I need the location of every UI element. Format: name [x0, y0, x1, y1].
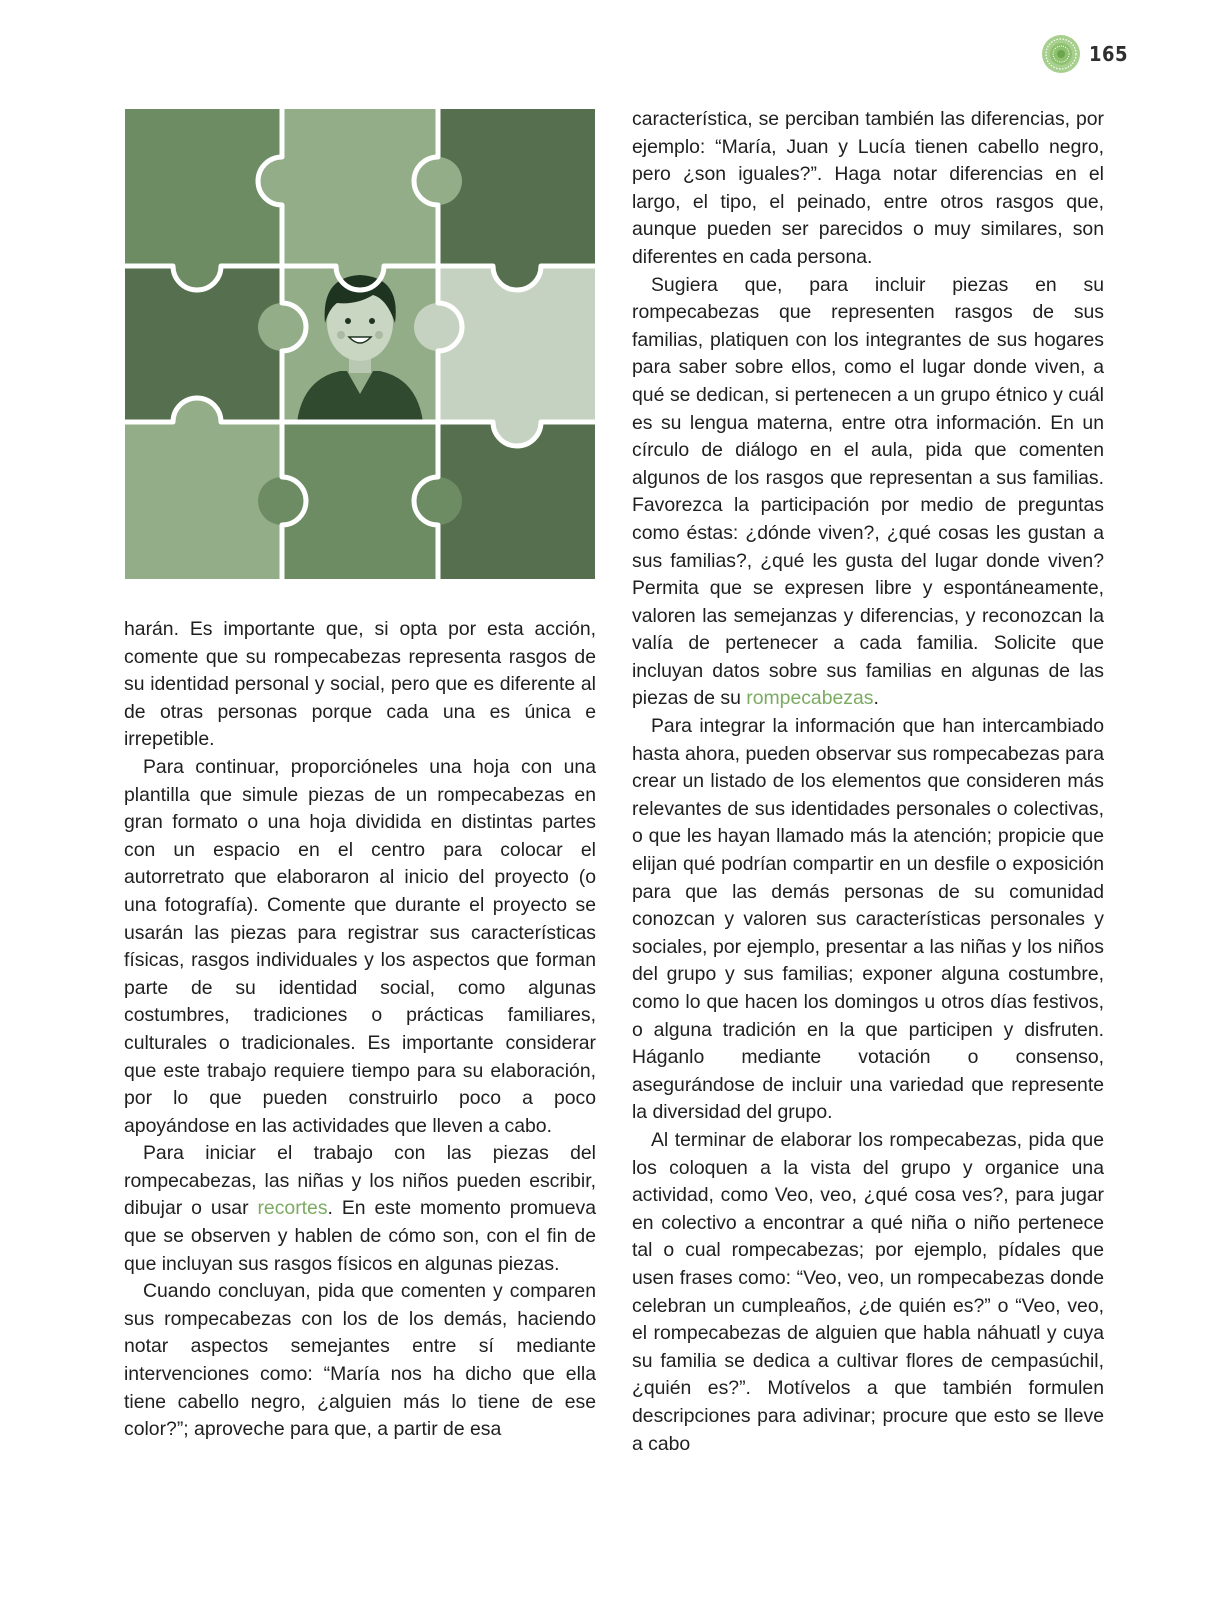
paragraph: característica, se perciban también las diferencias, por ejemplo: “María, Juan y Lucía tienen cabello negro, pero ¿son iguales?”. Haga notar diferencias en el largo, el tipo, el peinado, entre otros rasgos que, aunque pueden ser parecidos o muy similares, son diferentes en cada persona. [632, 108, 1104, 268]
page-header [1041, 34, 1128, 74]
paragraph: Para integrar la información que han intercambiado hasta ahora, pueden observar sus rompecabezas para crear un listado de los elementos que consideren más relevantes de sus identidades personales o colectivas, o que les hayan llamado más la atención; propicie que elijan qué podrían compartir en un desfile o exposición para que las demás personas de su comunidad conozcan y valoren sus características personales y sociales, por ejemplo, presentar a las niñas y los niños del grupo y sus familias; exponer alguna costumbre, como lo que hacen los domingos u otros días festivos, o alguna tradición en la que participen y disfruten. Háganlo mediante votación o consenso, asegurándose de incluir una variedad que represente la diversidad del grupo. [632, 715, 1104, 1124]
right-text-column [632, 106, 1104, 1458]
puzzle-portrait-illustration [125, 109, 595, 579]
sun-rosette-emblem-icon [1041, 34, 1081, 74]
recortes-link[interactable]: recortes [257, 1197, 328, 1220]
paragraph: harán. Es importante que, si opta por esta acción, comente que su rompecabezas representa rasgos de su identidad personal y social, pero que es diferente al de otras personas porque cada una es única e irrepetible. [124, 618, 596, 751]
left-text-column [124, 616, 596, 1444]
paragraph: Para continuar, proporcióneles una hoja con una plantilla que simule piezas de un rompecabezas en gran formato o una hoja dividida en distintas partes con un espacio en el centro para colocar el autorretrato que elaboraron al inicio del proyecto (o una fotografía). Comente que durante el proyecto se usarán las piezas para registrar sus características físicas, rasgos individuales y los aspectos que forman parte de su identidad social, como algunas costumbres, tradiciones o prácticas familiares, culturales o tradicionales. Es importante considerar que este trabajo requiere tiempo para su elaboración, por lo que pueden construirlo poco a poco apoyándose en las actividades que lleven a cabo. [124, 755, 596, 1137]
paragraph: Al terminar de elaborar los rompecabezas, pida que los coloquen a la vista del grupo y organice una actividad, como Veo, veo, ¿qué cosa ves?, para jugar en colectivo a encontrar a qué niña o niño pertenece tal o cual rompecabezas; por ejemplo, pídales que usen frases como: “Veo, veo, un rompecabezas donde celebran un cumpleaños, ¿de quién es?” o “Veo, veo, el rompecabezas de alguien que habla náhuatl y cuya su familia se dedica a cultivar flores de cempasúchil, ¿quién es?”. Motívelos a que también formulen descripciones para adivinar; procure que esto se lleve a cabo [632, 1128, 1104, 1455]
paragraph [632, 272, 1104, 714]
paragraph-text: . [873, 687, 879, 710]
puzzle-illustration-svg [125, 109, 595, 579]
paragraph: Cuando concluyan, pida que comenten y comparen sus rompecabezas con los de los demás, haciendo notar aspectos semejantes entre sí mediante intervenciones como: “María nos ha dicho que ella tiene cabello negro, ¿alguien más lo tiene de ese color?”; aproveche para que, a partir de esa [124, 1280, 596, 1441]
paragraph [124, 1140, 596, 1278]
page-number: 165 [1088, 42, 1128, 66]
paragraph-text: . En este momento promueva que se observen y hablen de cómo son, con el fin de que incluyan sus rasgos físicos en algunas piezas. [124, 1197, 596, 1275]
paragraph-text: Sugiera que, para incluir piezas en su rompecabezas que representen rasgos de sus familias, platiquen con los integrantes de sus hogares para saber sobre ellos, como el lugar donde viven, a qué se dedican, si pertenecen a un grupo étnico y cuál es su lengua materna, entre otra información. En un círculo de diálogo en el aula, pida que comenten algunos de los rasgos que representan a sus familias. Favorezca la participación por medio de preguntas como éstas: ¿dónde viven?, ¿qué cosas les gustan a sus familias?, ¿qué les gusta del lugar donde viven? Permita que se expresen libre y espontáneamente, valoren las semejanzas y diferencias, y reconozcan la valía de pertenecer a cada familia. Solicite que incluyan datos sobre sus familias en algunas de las piezas de su [632, 273, 1104, 710]
paragraph-text: Para iniciar el trabajo con las piezas del rompecabezas, las niñas y los niños pueden escribir, dibujar o usar [124, 1142, 596, 1220]
rompecabezas-link[interactable]: rompecabezas [746, 687, 874, 710]
